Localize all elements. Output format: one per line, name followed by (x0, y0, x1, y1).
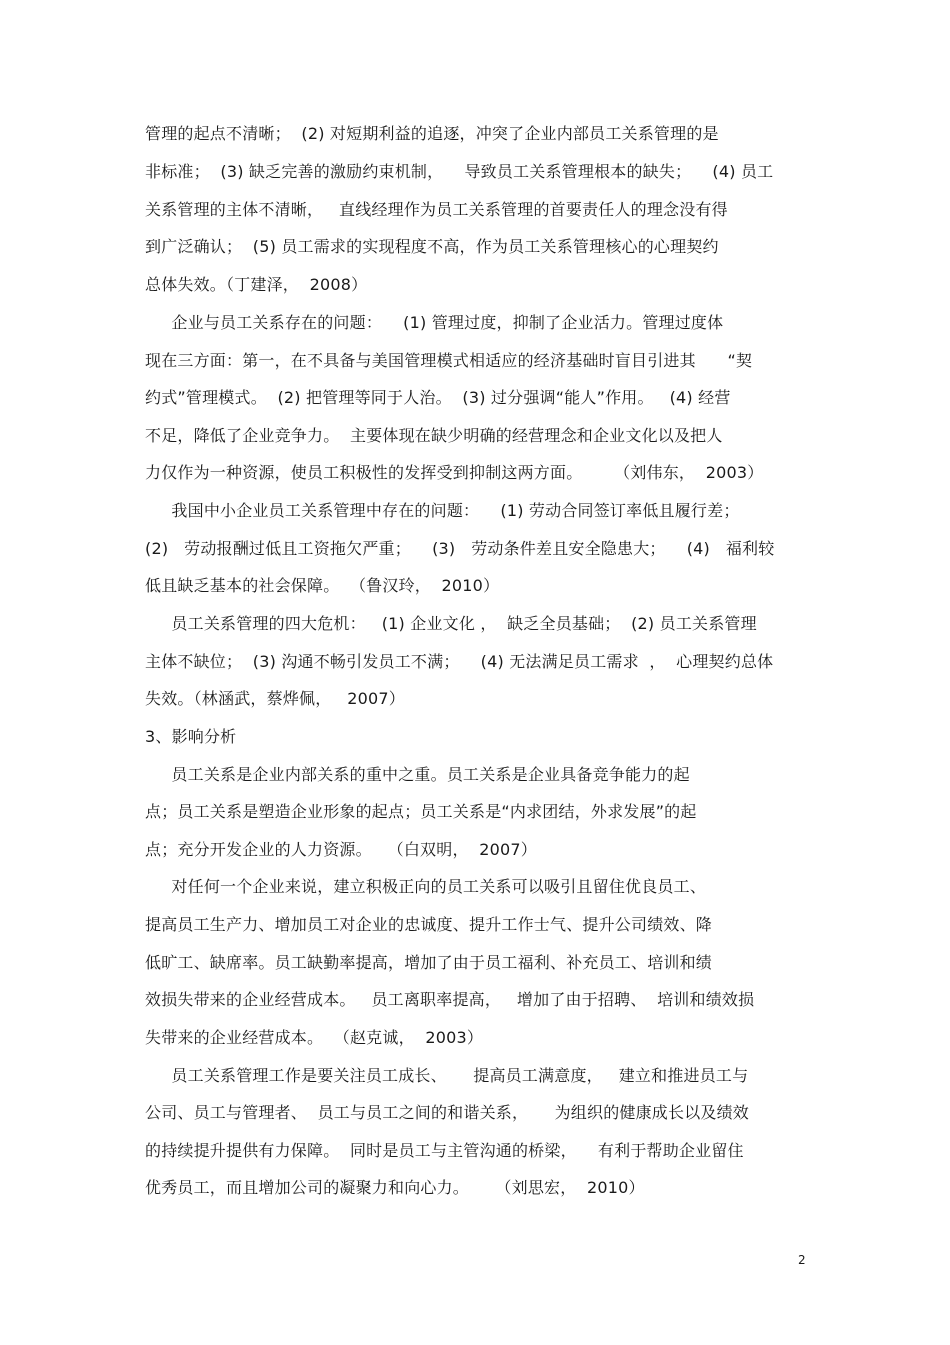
text-line: 力仅作为一种资源，使员工积极性的发挥受到抑制这两方面。 （刘伟东， 2003） (145, 463, 764, 482)
text-line: 失带来的企业经营成本。 （赵克诚， 2003） (145, 1028, 484, 1047)
text-line: 管理的起点不清晰； (2) 对短期利益的追逐，冲突了企业内部员工关系管理的是 (145, 124, 719, 143)
section-heading: 3、影响分析 (145, 727, 237, 746)
text-line: 总体失效。（丁建泽， 2008） (145, 275, 368, 294)
text-line: 优秀员工，而且增加公司的凝聚力和向心力。 （刘思宏， 2010） (145, 1178, 645, 1197)
text-line: 效损失带来的企业经营成本。 员工离职率提高， 增加了由于招聘、 培训和绩效损 (145, 990, 755, 1009)
text-line: 不足，降低了企业竞争力。 主要体现在缺少明确的经营理念和企业文化以及把人 (145, 426, 723, 445)
text-line: 非标准； (3) 缺乏完善的激励约束机制， 导致员工关系管理根本的缺失； (4) 员工 (145, 162, 774, 181)
text-line: 企业与员工关系存在的问题： (1) 管理过度，抑制了企业活力。管理过度体 (145, 313, 724, 332)
text-line: 点；员工关系是塑造企业形象的起点；员工关系是“内求团结，外求发展”的起 (145, 802, 697, 821)
text-line: 现在三方面：第一，在不具备与美国管理模式相适应的经济基础时盲目引进其 “契 (145, 351, 753, 370)
text-line: 低旷工、缺席率。员工缺勤率提高，增加了由于员工福利、补充员工、培训和绩 (145, 953, 713, 972)
text-line: 失效。（林涵武，蔡烨佩， 2007） (145, 689, 405, 708)
text-line: 员工关系是企业内部关系的重中之重。员工关系是企业具备竞争能力的起 (145, 765, 690, 784)
text-line: 对任何一个企业来说，建立积极正向的员工关系可以吸引且留住优良员工、 (145, 877, 707, 896)
text-line: 约式”管理模式。 (2) 把管理等同于人治。 (3) 过分强调“能人”作用。 (4) 经营 (145, 388, 731, 407)
text-line: 提高员工生产力、增加员工对企业的忠诚度、提升工作士气、提升公司绩效、降 (145, 915, 713, 934)
text-line: 主体不缺位； (3) 沟通不畅引发员工不满； (4) 无法满足员工需求 ， 心理契约总体 (145, 652, 774, 671)
text-line: (2) 劳动报酬过低且工资拖欠严重； (3) 劳动条件差且安全隐患大； (4) 福利较 (145, 539, 775, 558)
text-line: 低且缺乏基本的社会保障。 （鲁汉玲， 2010） (145, 576, 500, 595)
text-line: 员工关系管理的四大危机： (1) 企业文化 ， 缺乏全员基础； (2) 员工关系管理 (145, 614, 757, 633)
text-line: 的持续提升提供有力保障。 同时是员工与主管沟通的桥梁， 有利于帮助企业留住 (145, 1141, 744, 1160)
text-line: 公司、员工与管理者、 员工与员工之间的和谐关系， 为组织的健康成长以及绩效 (145, 1103, 750, 1122)
page-number: 2 (798, 1253, 806, 1267)
text-line: 到广泛确认； (5) 员工需求的实现程度不高，作为员工关系管理核心的心理契约 (145, 237, 719, 256)
text-line: 我国中小企业员工关系管理中存在的问题： (1) 劳动合同签订率低且履行差； (145, 501, 740, 520)
text-line: 关系管理的主体不清晰， 直线经理作为员工关系管理的首要责任人的理念没有得 (145, 200, 728, 219)
text-line: 员工关系管理工作是要关注员工成长、 提高员工满意度， 建立和推进员工与 (145, 1066, 749, 1085)
text-line: 点；充分开发企业的人力资源。 （白双明， 2007） (145, 840, 537, 859)
